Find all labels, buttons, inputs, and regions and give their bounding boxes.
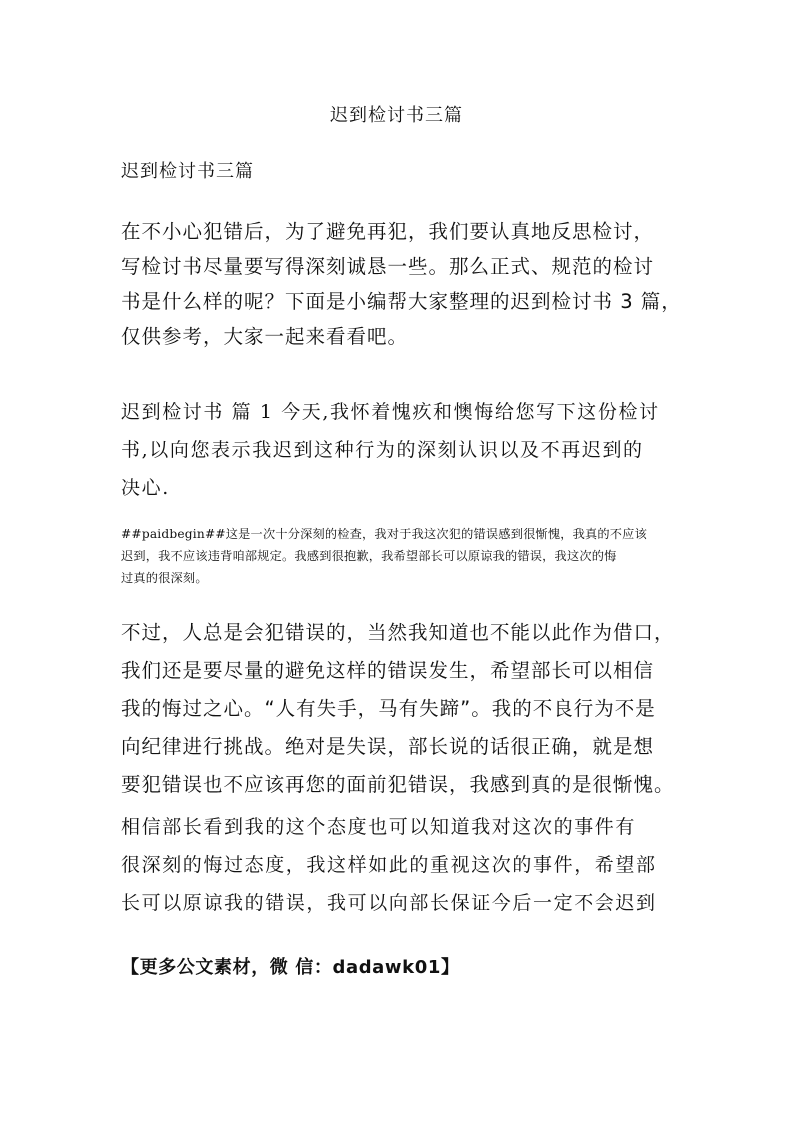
body-line: 我的悔过之心。“人有失手，马有失蹄”。我的不良行为不是 <box>121 697 656 720</box>
promo-footer-text: 【更多公文素材，微 信：dadawk01】 <box>121 957 460 978</box>
intro-line: 写检讨书尽量要写得深刻诚恳一些。那么正式、规范的检讨 <box>121 255 655 278</box>
chapter-line: 迟到检讨书 篇 1 今天,我怀着愧疚和懊悔给您写下这份检讨 <box>121 401 660 423</box>
body-line: 要犯错误也不应该再您的面前犯错误，我感到真的是很惭愧。 <box>121 773 675 796</box>
paid-section-paragraph <box>121 523 681 589</box>
section-heading: 迟到检讨书三篇 <box>121 161 254 182</box>
body-line: 我们还是要尽量的避免这样的错误发生，希望部长可以相信 <box>121 659 655 682</box>
body-line: 很深刻的悔过态度，我这样如此的重视这次的事件，希望部 <box>121 854 657 876</box>
chapter-line: 书,以向您表示我迟到这种行为的深刻认识以及不再迟到的 <box>121 439 644 461</box>
body-paragraph-2 <box>121 808 681 922</box>
body-line: 向纪律进行挑战。绝对是失误，部长说的话很正确，就是想 <box>121 735 655 758</box>
body-line: 不过，人总是会犯错误的，当然我知道也不能以此作为借口， <box>121 621 675 644</box>
body-paragraph-1 <box>121 614 681 804</box>
body-line: 相信部长看到我的这个态度也可以知道我对这次的事件有 <box>121 816 637 838</box>
small-line: ##paidbegin##这是一次十分深刻的检查，我对于我这次犯的错误感到很惭愧，我真的不应该 <box>121 527 647 541</box>
intro-paragraph <box>121 214 681 354</box>
page-title: 迟到检讨书三篇 <box>330 105 463 126</box>
intro-line: 在不小心犯错后，为了避免再犯，我们要认真地反思检讨， <box>121 220 655 243</box>
small-line: 过真的很深刻。 <box>121 571 208 585</box>
chapter-line: 决心. <box>121 477 170 499</box>
intro-line: 书是什么样的呢？下面是小编帮大家整理的迟到检讨书 3 篇， <box>121 290 682 313</box>
body-line: 长可以原谅我的错误，我可以向部长保证今后一定不会迟到 <box>121 892 657 914</box>
intro-line: 仅供参考，大家一起来看看吧。 <box>121 325 409 348</box>
chapter-1-paragraph <box>121 393 681 507</box>
small-line: 迟到，我不应该违背咱部规定。我感到很抱歉，我希望部长可以原谅我的错误，我这次的悔 <box>121 549 617 563</box>
